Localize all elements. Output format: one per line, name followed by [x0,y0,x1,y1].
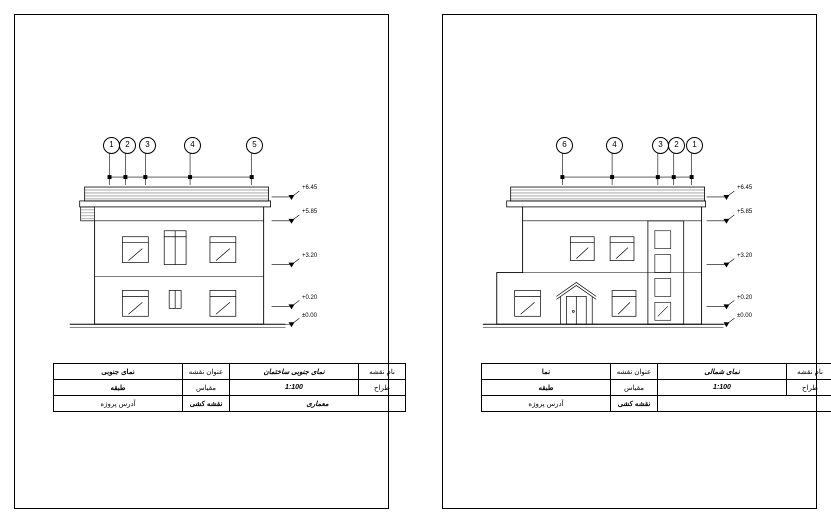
titleblock-label-project-address: آدرس پروژه [482,396,611,412]
level-mark-5: ±0.00 [737,313,752,319]
sheet-right-inner-frame [453,25,823,498]
titleblock-value-drawing-title: نما [482,364,611,380]
sheet-left-inner-frame [25,25,395,498]
level-mark-1: +6.45 [737,185,753,191]
titleblock-label-sheet-name: نام نقشه [359,364,406,380]
grid-bubble-4[interactable]: 4 [606,137,623,154]
side-elevation-grid-bubbles [453,25,806,149]
titleblock-label-scale: مقیاس [183,380,230,396]
front-elevation-drawing [25,25,378,355]
titleblock-value-project: نقشه کشی [183,396,230,412]
grid-bubble-4[interactable]: 4 [184,137,201,154]
side-elevation-drawing [453,25,806,355]
grid-bubble-2[interactable]: 2 [119,137,136,154]
titleblock-row [482,396,831,412]
titleblock-row [54,364,406,380]
titleblock-label-scale: مقیاس [611,380,658,396]
front-elevation-grid-bubbles [25,25,378,149]
titleblock-value-project-address: معماری [230,396,406,412]
titleblock-row [482,380,831,396]
grid-bubble-1[interactable]: 1 [686,137,703,154]
titleblock-value-sheet-name: نمای شمالی [658,364,787,380]
level-mark-4: +0.20 [737,295,753,301]
grid-bubble-5[interactable]: 5 [246,137,263,154]
grid-bubble-2[interactable]: 2 [668,137,685,154]
titleblock-value-scale: 1:100 [658,380,787,396]
titleblock-value-project: نقشه کشی [611,396,658,412]
titleblock-value-sheet-name: نمای جنوبی ساختمان [230,364,359,380]
titleblock-label-floor: طبقه [54,380,183,396]
titleblock-value-scale: 1:100 [230,380,359,396]
grid-bubble-6[interactable]: 6 [556,137,573,154]
titleblock-value-project-address [658,396,831,412]
level-mark-1: +6.45 [302,185,318,191]
grid-bubble-3[interactable]: 3 [652,137,669,154]
titleblock-label-designer: طراح [359,380,406,396]
titleblock-label-floor: طبقه [482,380,611,396]
level-mark-5: ±0.00 [302,313,317,319]
titleblock-label-project-address: آدرس پروژه [54,396,183,412]
grid-bubble-1[interactable]: 1 [103,137,120,154]
sheet-left [14,14,395,509]
grid-bubble-3[interactable]: 3 [139,137,156,154]
level-mark-3: +3.20 [737,253,753,259]
titleblock-label-drawing-title: عنوان نقشه [183,364,230,380]
titleblock-row [54,380,406,396]
level-mark-3: +3.20 [302,253,318,259]
level-mark-2: +5.85 [737,209,753,215]
titleblock-row [54,396,406,412]
level-mark-2: +5.85 [302,209,318,215]
titleblock-left [53,363,406,412]
titleblock-right [481,363,831,412]
sheet-right [442,14,823,509]
titleblock-value-drawing-title: نمای جنوبی [54,364,183,380]
titleblock-label-sheet-name: نام نقشه [787,364,831,380]
titleblock-label-designer: طراح [787,380,831,396]
titleblock-row [482,364,831,380]
titleblock-label-drawing-title: عنوان نقشه [611,364,658,380]
level-mark-4: +0.20 [302,295,318,301]
